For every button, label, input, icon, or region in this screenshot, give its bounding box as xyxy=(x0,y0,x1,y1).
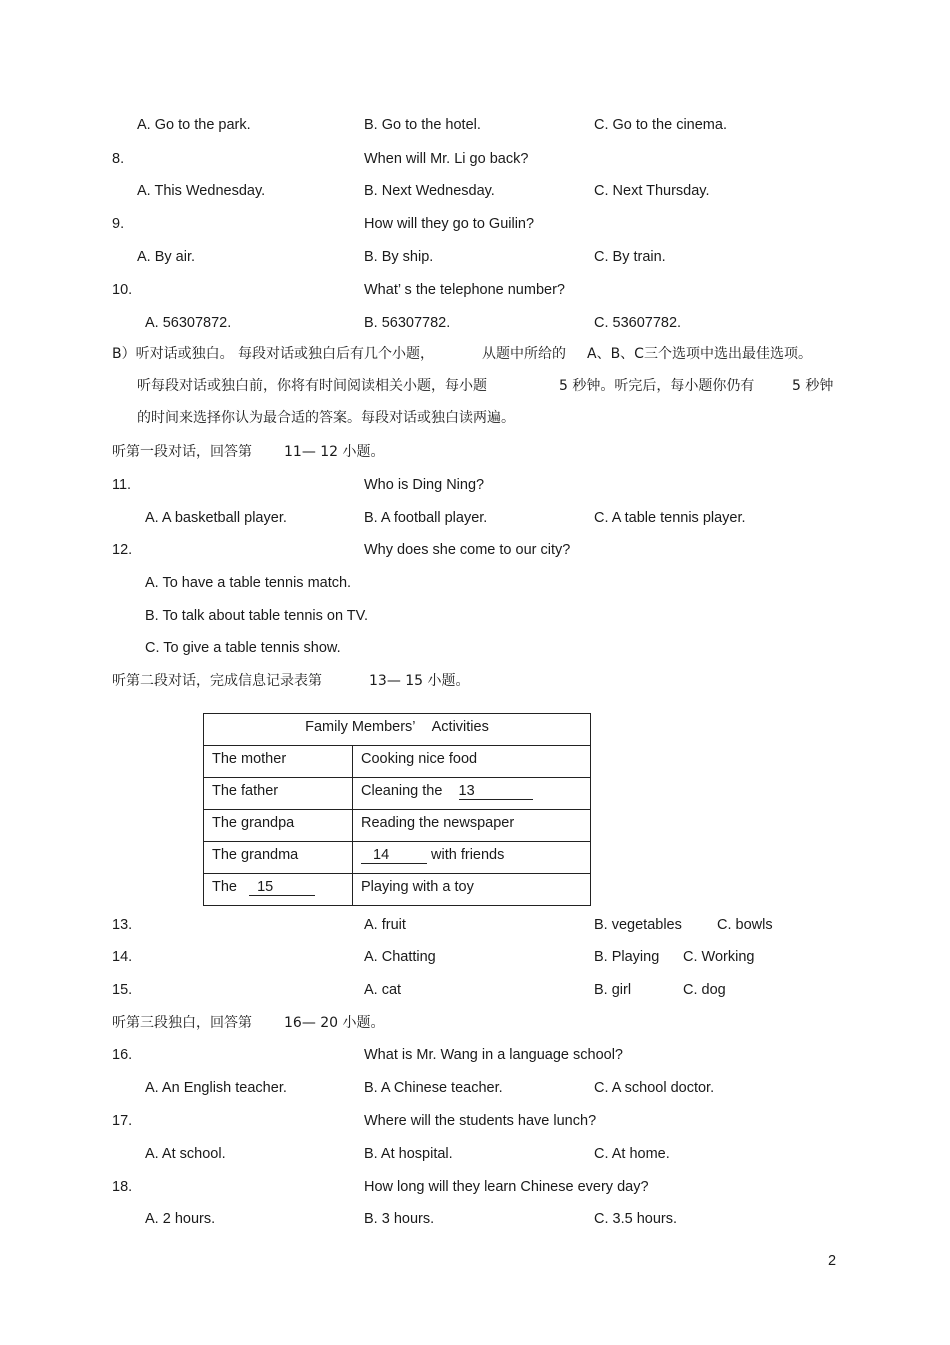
part3-heading-b: 16— 20 小题。 xyxy=(284,1015,385,1031)
q18-option-c: C. 3.5 hours. xyxy=(594,1211,678,1227)
q12-option-c: C. To give a table tennis show. xyxy=(145,640,341,656)
activity-cell: Reading the newspaper xyxy=(353,810,591,842)
q12-question: Why does she come to our city? xyxy=(364,542,571,558)
q18-number: 18. xyxy=(112,1179,133,1195)
table-row xyxy=(204,874,591,906)
table-row xyxy=(204,746,591,778)
q15-number: 15. xyxy=(112,982,133,998)
q16-question: What is Mr. Wang in a language school? xyxy=(364,1047,623,1063)
q9-option-a: A. By air. xyxy=(137,249,196,265)
q11-option-b: B. A football player. xyxy=(364,510,488,526)
q15-option-a: A. cat xyxy=(364,982,402,998)
activity-cell xyxy=(353,842,591,874)
q14-option-a: A. Chatting xyxy=(364,949,436,965)
section-b-instruction-1c: A、B、C三个选项中选出最佳选项。 xyxy=(587,346,812,362)
section-b-instruction-1a: B）听对话或独白。 每段对话或独白后有几个小题， xyxy=(112,346,435,362)
part2-heading-a: 听第二段对话，完成信息记录表第 xyxy=(112,673,322,689)
q12-option-b: B. To talk about table tennis on TV. xyxy=(145,608,369,624)
q16-option-b: B. A Chinese teacher. xyxy=(364,1080,503,1096)
part3-heading-a: 听第三段独白，回答第 xyxy=(112,1015,252,1031)
q13-option-b: B. vegetables xyxy=(594,917,682,933)
member-cell: The father xyxy=(204,778,353,810)
part2-heading-b: 13— 15 小题。 xyxy=(369,673,470,689)
q17-option-b: B. At hospital. xyxy=(364,1146,453,1162)
q8-option-b: B. Next Wednesday. xyxy=(364,183,495,199)
member-cell: The mother xyxy=(204,746,353,778)
activity-cell: Playing with a toy xyxy=(353,874,591,906)
q7-option-b: B. Go to the hotel. xyxy=(364,117,481,133)
q11-number: 11. xyxy=(112,477,132,493)
part1-heading-a: 听第一段对话，回答第 xyxy=(112,444,252,460)
q13-option-c: C. bowls xyxy=(717,917,773,933)
q14-option-c: C. Working xyxy=(683,949,755,965)
q14-option-b: B. Playing xyxy=(594,949,660,965)
q8-option-c: C. Next Thursday. xyxy=(594,183,710,199)
q10-option-c: C. 53607782. xyxy=(594,315,682,331)
q7-option-a: A. Go to the park. xyxy=(137,117,251,133)
table-row xyxy=(204,810,591,842)
q9-number: 9. xyxy=(112,216,125,232)
member-text: The xyxy=(212,879,237,895)
q11-option-a: A. A basketball player. xyxy=(145,510,287,526)
q17-option-a: A. At school. xyxy=(145,1146,226,1162)
q16-option-c: C. A school doctor. xyxy=(594,1080,715,1096)
activity-text: with friends xyxy=(431,847,505,863)
q18-question: How long will they learn Chinese every day? xyxy=(364,1179,649,1195)
member-cell: The grandma xyxy=(204,842,353,874)
q10-option-b: B. 56307782. xyxy=(364,315,451,331)
q18-option-a: A. 2 hours. xyxy=(145,1211,216,1227)
activity-cell xyxy=(353,778,591,810)
table-header xyxy=(204,714,591,746)
section-b-instruction-2c: 5 秒钟 xyxy=(792,378,834,394)
q16-option-a: A. An English teacher. xyxy=(145,1080,287,1096)
table-header-members: Family Members’ xyxy=(305,719,416,735)
section-b-instruction-3: 的时间来选择你认为最合适的答案。每段对话或独白读两遍。 xyxy=(137,410,515,426)
q9-question: How will they go to Guilin? xyxy=(364,216,535,232)
table-header-row xyxy=(204,714,591,746)
q15-option-c: C. dog xyxy=(683,982,726,998)
q16-number: 16. xyxy=(112,1047,133,1063)
q12-option-a: A. To have a table tennis match. xyxy=(145,575,352,591)
table-header-activities: Activities xyxy=(431,719,489,735)
blank-14[interactable]: 14 xyxy=(361,847,427,864)
member-cell: The grandpa xyxy=(204,810,353,842)
q10-question: What’ s the telephone number? xyxy=(364,282,565,298)
q18-option-b: B. 3 hours. xyxy=(364,1211,435,1227)
activity-cell: Cooking nice food xyxy=(353,746,591,778)
member-cell xyxy=(204,874,353,906)
q8-option-a: A. This Wednesday. xyxy=(137,183,266,199)
q8-number: 8. xyxy=(112,151,125,167)
q8-question: When will Mr. Li go back? xyxy=(364,151,529,167)
q10-option-a: A. 56307872. xyxy=(145,315,232,331)
activity-text: Cleaning the xyxy=(361,783,443,799)
q7-option-c: C. Go to the cinema. xyxy=(594,117,727,133)
q10-number: 10. xyxy=(112,282,133,298)
section-b-instruction-2b: 5 秒钟。听完后，每小题你仍有 xyxy=(559,378,755,394)
q13-option-a: A. fruit xyxy=(364,917,406,933)
q15-option-b: B. girl xyxy=(594,982,632,998)
q11-question: Who is Ding Ning? xyxy=(364,477,485,493)
q14-number: 14. xyxy=(112,949,133,965)
table-row xyxy=(204,842,591,874)
page-number: 2 xyxy=(828,1253,837,1269)
q11-option-c: C. A table tennis player. xyxy=(594,510,746,526)
q17-option-c: C. At home. xyxy=(594,1146,670,1162)
section-b-instruction-1b: 从题中所给的 xyxy=(482,346,566,362)
q17-question: Where will the students have lunch? xyxy=(364,1113,597,1129)
q9-option-b: B. By ship. xyxy=(364,249,434,265)
part1-heading-b: 11— 12 小题。 xyxy=(284,444,385,460)
table-row xyxy=(204,778,591,810)
blank-13[interactable]: 13 xyxy=(459,783,533,800)
q17-number: 17. xyxy=(112,1113,133,1129)
info-record-table xyxy=(203,713,591,906)
q13-number: 13. xyxy=(112,917,133,933)
q12-number: 12. xyxy=(112,542,133,558)
blank-15[interactable]: 15 xyxy=(249,879,315,896)
q9-option-c: C. By train. xyxy=(594,249,666,265)
section-b-instruction-2a: 听每段对话或独白前，你将有时间阅读相关小题，每小题 xyxy=(137,378,487,394)
